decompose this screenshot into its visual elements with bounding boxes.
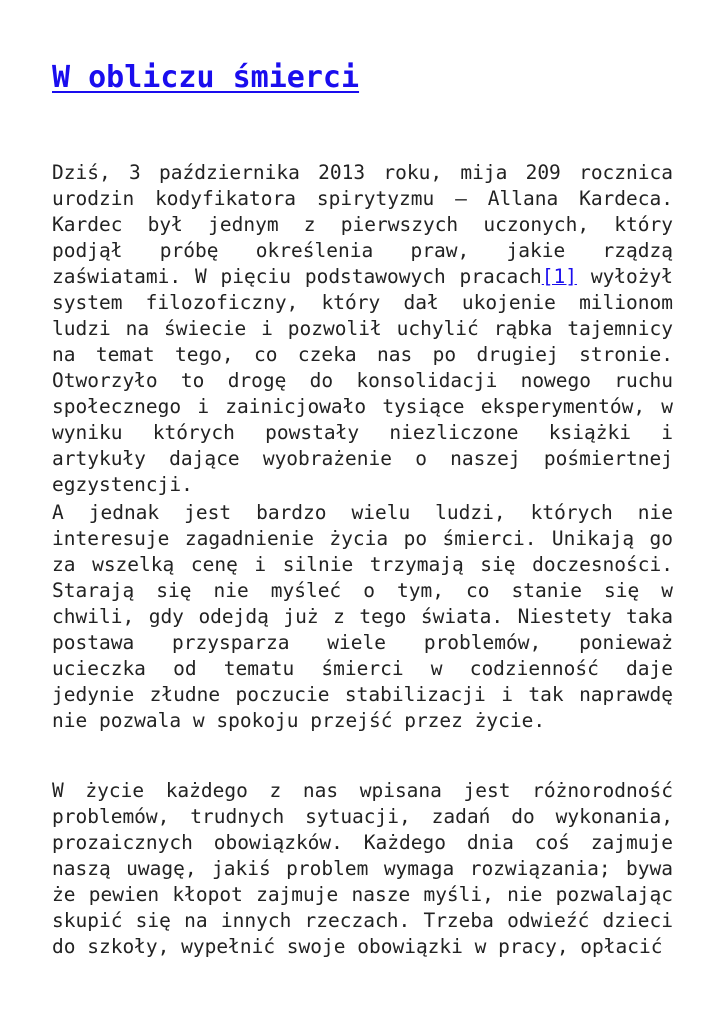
article-title-link[interactable]: W obliczu śmierci: [52, 60, 360, 95]
paragraph-1-text-start: Dziś, 3 października 2013 roku, mija 209 rocznica urodzin kodyfikatora spirytyzmu – Allana Kardeca. Kardec był jednym z pierwszych uczonych, który podjął próbę określenia praw, jakie rządzą zaświatami. W pięciu podstawowych pracach: [52, 161, 673, 288]
paragraph-2: A jednak jest bardzo wielu ludzi, których nie interesuje zagadnienie życia po śmierci. Unikają go za wszelką cenę i silnie trzymają się doczesności. Starają się nie myśleć o tym, co stanie się w chwili, gdy odejdą już z tego świata. Niestety taka postawa przysparza wiele problemów, ponieważ ucieczka od tematu śmierci w codzienność daje jedynie złudne poczucie stabilizacji i tak naprawdę nie pozwala w spokoju przejść przez życie.: [52, 501, 673, 732]
paragraph-3: W życie każdego z nas wpisana jest różnorodność problemów, trudnych sytuacji, zadań do wykonania, prozaicznych obowiązków. Każdego dnia coś zajmuje naszą uwagę, jakiś problem wymaga rozwiązania; bywa że pewien kłopot zajmuje nasze myśli, nie pozwalając skupić się na innych rzeczach. Trzeba odwieźć dzieci do szkoły, wypełnić swoje obowiązki w pracy, opłacić: [52, 779, 673, 958]
paragraph-1-text-end: wyłożył system filozoficzny, który dał ukojenie milionom ludzi na świecie i pozwolił uchylić rąbka tajemnicy na temat tego, co czeka nas po drugiej stronie. Otworzyło to drogę do konsolidacji nowego ruchu społecznego i zainicjowało tysiące eksperymentów, w wyniku których powstały niezliczone książki i artykuły dające wyobrażenie o naszej pośmiertnej egzystencji.: [52, 265, 674, 496]
footnote-link-1[interactable]: [1]: [541, 265, 577, 288]
paragraph-1: [52, 160, 673, 498]
